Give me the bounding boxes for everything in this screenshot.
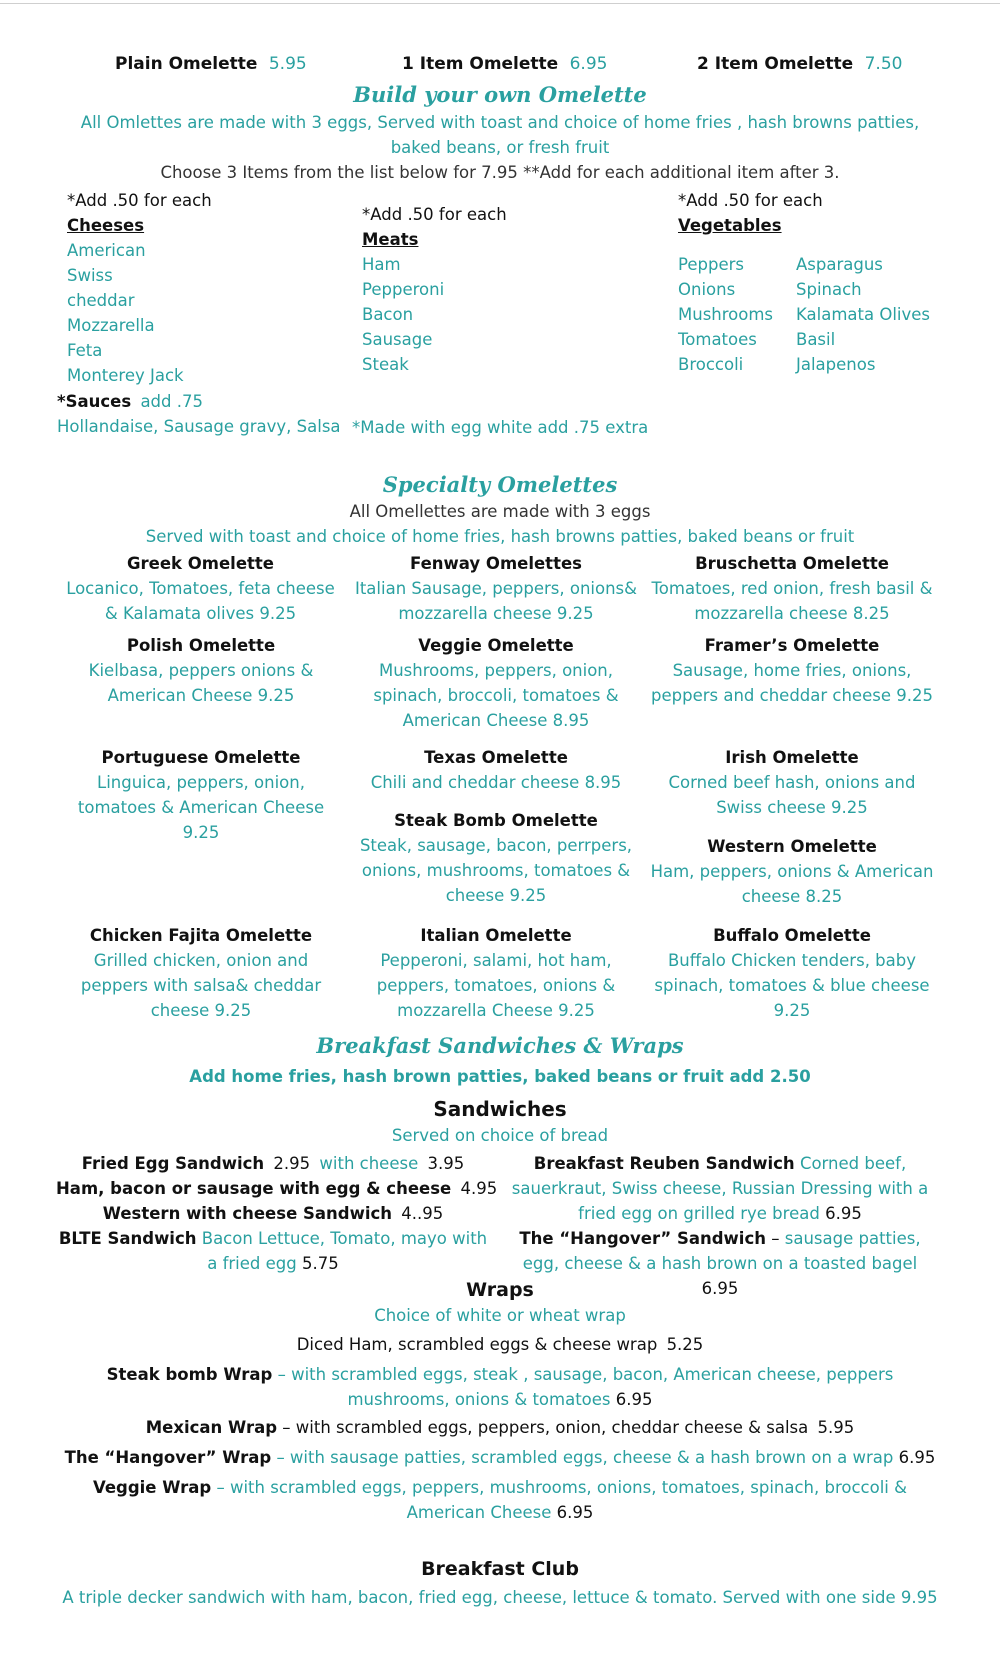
item-price: 9.25 bbox=[831, 798, 868, 817]
sauces-list: Hollandaise, Sausage gravy, Salsa bbox=[57, 417, 341, 436]
specialty-item-polish bbox=[72, 633, 330, 708]
cheeses-note: *Add .50 for each bbox=[67, 191, 212, 210]
item-desc: Italian Sausage, peppers, onions& mozzarella cheese bbox=[354, 579, 638, 623]
item-desc: Diced Ham, scrambled eggs & cheese wrap bbox=[296, 1335, 658, 1354]
item-price: 9.25 bbox=[214, 1001, 252, 1020]
item-price: 9.95 bbox=[900, 1588, 938, 1607]
item-price: 6.95 bbox=[569, 54, 608, 74]
item-name: Mexican Wrap bbox=[145, 1418, 278, 1437]
cheeses-column bbox=[67, 188, 212, 388]
specialty-item-buffalo bbox=[646, 923, 938, 1023]
list-item: Ham bbox=[362, 255, 401, 274]
sauces-price: add .75 bbox=[140, 392, 203, 411]
item-desc: – with scrambled eggs, peppers, mushrooms, onions, tomatoes, spinach, broccoli & American Cheese bbox=[216, 1478, 908, 1522]
item-price: 8.95 bbox=[584, 773, 622, 792]
item-name: Polish Omelette bbox=[126, 636, 276, 655]
item-price: 6.95 bbox=[556, 1503, 594, 1522]
item-desc: Tomatoes, red onion, fresh basil & mozzarella cheese bbox=[651, 579, 933, 623]
specialty-line1: All Omellettes are made with 3 eggs bbox=[349, 502, 651, 521]
sandwich-item bbox=[56, 1226, 490, 1276]
item-name: Chicken Fajita Omelette bbox=[89, 926, 313, 945]
list-item: Steak bbox=[362, 355, 409, 374]
wrap-item bbox=[0, 1418, 1000, 1437]
item-desc: – with sausage patties, scrambled eggs, cheese & a hash brown on a wrap bbox=[276, 1448, 894, 1467]
specialty-item-irish bbox=[656, 745, 928, 820]
item-price: 5.25 bbox=[666, 1335, 704, 1354]
item-price: 9.25 bbox=[182, 823, 220, 842]
vegetables-note: *Add .50 for each bbox=[678, 191, 823, 210]
item-price: 9.25 bbox=[773, 1001, 811, 1020]
item-price: 6.95 bbox=[898, 1448, 936, 1467]
item-desc: Grilled chicken, onion and peppers with salsa& cheddar cheese bbox=[80, 951, 322, 1020]
list-item: Pepperoni bbox=[362, 280, 445, 299]
list-item: Swiss bbox=[67, 266, 113, 285]
item-price: 8.25 bbox=[805, 887, 843, 906]
item-desc: Chili and cheddar cheese bbox=[370, 773, 580, 792]
item-desc: A triple decker sandwich with ham, bacon, fried egg, cheese, lettuce & tomato. Served with one side bbox=[62, 1588, 896, 1607]
top-divider bbox=[0, 3, 1000, 4]
item-price: 9.25 bbox=[896, 686, 933, 705]
item-price: 8.25 bbox=[852, 604, 890, 623]
item-name: Greek Omelette bbox=[126, 554, 274, 573]
specialty-item-fenway bbox=[350, 551, 642, 626]
item-name: The “Hangover” Wrap bbox=[64, 1448, 272, 1467]
two-item-omelette bbox=[697, 54, 902, 74]
list-item: Peppers bbox=[678, 255, 744, 274]
meats-heading: Meats bbox=[362, 230, 419, 249]
item-name: Western with cheese Sandwich bbox=[102, 1204, 393, 1223]
list-item: Broccoli bbox=[678, 355, 744, 374]
item-name: BLTE Sandwich bbox=[58, 1229, 197, 1248]
list-item: Monterey Jack bbox=[67, 366, 184, 385]
wrap-item bbox=[0, 1335, 1000, 1354]
sandwiches-heading: Sandwiches bbox=[433, 1097, 567, 1121]
item-price: 9.25 bbox=[509, 886, 547, 905]
wrap-item bbox=[80, 1475, 920, 1525]
item-desc: Sausage, home fries, onions, peppers and cheddar cheese bbox=[651, 661, 912, 705]
item-name: Portuguese Omelette bbox=[101, 748, 301, 767]
sandwich-item bbox=[56, 1176, 498, 1201]
vegetables-column-1 bbox=[678, 252, 773, 377]
specialty-item-framers bbox=[646, 633, 938, 708]
sandwich-item bbox=[502, 1151, 938, 1226]
sandwiches-subheading: Served on choice of bread bbox=[391, 1126, 609, 1145]
item-desc: Steak, sausage, bacon, perrpers, onions, mushrooms, tomatoes & cheese bbox=[359, 836, 633, 905]
item-name: Veggie Wrap bbox=[92, 1478, 212, 1497]
item-price: 6.95 bbox=[615, 1390, 653, 1409]
item-name: Fried Egg Sandwich bbox=[81, 1154, 265, 1173]
item-name: Veggie Omelette bbox=[418, 636, 574, 655]
wrap-item bbox=[0, 1448, 1000, 1467]
build-desc-line1: All Omlettes are made with 3 eggs, Served with toast and choice of home fries , hash browns patties, bbox=[80, 113, 920, 132]
item-name: Plain Omelette bbox=[115, 54, 258, 74]
sandwich-item bbox=[56, 1201, 490, 1226]
item-dash: – bbox=[771, 1229, 780, 1248]
item-name: Ham, bacon or sausage with egg & cheese bbox=[56, 1179, 452, 1198]
item-name: Irish Omelette bbox=[725, 748, 859, 767]
list-item: Feta bbox=[67, 341, 103, 360]
item-name: 1 Item Omelette bbox=[402, 54, 559, 74]
meats-note: *Add .50 for each bbox=[362, 205, 507, 224]
list-item: Mushrooms bbox=[678, 305, 774, 324]
list-item: Bacon bbox=[362, 305, 414, 324]
item-desc: – with scrambled eggs, peppers, onion, cheddar cheese & salsa bbox=[282, 1418, 809, 1437]
cheeses-heading: Cheeses bbox=[67, 216, 145, 235]
vegetables-heading: Vegetables bbox=[678, 216, 782, 235]
sandwiches-wraps-title: Breakfast Sandwiches & Wraps bbox=[316, 1033, 684, 1058]
item-desc: Linguica, peppers, onion, tomatoes & American Cheese bbox=[77, 773, 325, 817]
item-desc: Corned beef hash, onions and Swiss cheese bbox=[668, 773, 916, 817]
item-desc: – with scrambled eggs, steak , sausage, bacon, American cheese, peppers mushrooms, onions & tomatoes bbox=[277, 1365, 894, 1409]
item-name: Framer’s Omelette bbox=[704, 636, 880, 655]
specialty-item-steak-bomb bbox=[355, 808, 637, 908]
vegetables-header bbox=[678, 188, 823, 238]
item-desc: sausage patties, egg, cheese & a hash brown on a toasted bagel bbox=[522, 1229, 921, 1273]
one-item-omelette bbox=[402, 54, 607, 74]
item-name: Breakfast Reuben Sandwich bbox=[533, 1154, 795, 1173]
item-price: 5.95 bbox=[817, 1418, 855, 1437]
specialty-item-veggie bbox=[360, 633, 632, 733]
item-name: Bruschetta Omelette bbox=[695, 554, 889, 573]
list-item: Basil bbox=[796, 330, 836, 349]
specialty-item-portuguese bbox=[72, 745, 330, 845]
list-item: Spinach bbox=[796, 280, 862, 299]
sauces-label: *Sauces bbox=[57, 392, 132, 411]
list-item: Jalapenos bbox=[796, 355, 876, 374]
item-name: Western Omelette bbox=[707, 837, 877, 856]
list-item: Mozzarella bbox=[67, 316, 155, 335]
item-name: Italian Omelette bbox=[420, 926, 572, 945]
item-extra: with cheese bbox=[319, 1154, 419, 1173]
specialty-item-bruschetta bbox=[646, 551, 938, 626]
item-price: 8.95 bbox=[552, 711, 590, 730]
breakfast-club-title: Breakfast Club bbox=[421, 1558, 579, 1580]
item-price: 7.50 bbox=[864, 54, 903, 74]
item-desc: Buffalo Chicken tenders, baby spinach, tomatoes & blue cheese bbox=[654, 951, 930, 995]
list-item: Kalamata Olives bbox=[796, 305, 931, 324]
item-desc: Ham, peppers, onions & American cheese bbox=[650, 862, 934, 906]
item-price: 9.25 bbox=[257, 686, 295, 705]
list-item: Sausage bbox=[362, 330, 433, 349]
specialty-item-italian bbox=[360, 923, 632, 1023]
item-name: 2 Item Omelette bbox=[697, 54, 854, 74]
item-price: 4..95 bbox=[401, 1204, 444, 1223]
item-price: 5.75 bbox=[302, 1254, 339, 1273]
item-desc: Corned beef, sauerkraut, Swiss cheese, Russian Dressing with a fried egg on grilled rye bread bbox=[511, 1154, 929, 1223]
egg-white-note: *Made with egg white add .75 extra bbox=[352, 418, 649, 437]
sandwich-item bbox=[56, 1151, 490, 1176]
item-desc: Kielbasa, peppers onions & American Cheese bbox=[88, 661, 314, 705]
list-item: cheddar bbox=[67, 291, 135, 310]
item-name: The “Hangover” Sandwich bbox=[519, 1229, 766, 1248]
item-price: 6.95 bbox=[825, 1204, 862, 1223]
item-extra-price: 3.95 bbox=[427, 1154, 465, 1173]
sandwiches-left-column bbox=[56, 1151, 498, 1276]
item-name: Fenway Omelettes bbox=[410, 554, 582, 573]
specialty-item-texas bbox=[350, 745, 642, 795]
breakfast-club-desc bbox=[60, 1585, 940, 1610]
item-name: Steak Bomb Omelette bbox=[394, 811, 598, 830]
item-price: 6.95 bbox=[701, 1279, 739, 1298]
specialty-item-greek bbox=[58, 551, 343, 626]
build-own-title: Build your own Omelette bbox=[353, 82, 647, 107]
list-item: Tomatoes bbox=[678, 330, 757, 349]
item-price: 9.25 bbox=[259, 604, 297, 623]
item-price: 2.95 bbox=[273, 1154, 311, 1173]
item-desc: Mushrooms, peppers, onion, spinach, broccoli, tomatoes & American Cheese bbox=[373, 661, 619, 730]
sides-addon-line: Add home fries, hash brown patties, baked beans or fruit add 2.50 bbox=[189, 1067, 811, 1086]
item-name: Steak bomb Wrap bbox=[106, 1365, 273, 1384]
item-price: 9.25 bbox=[556, 604, 594, 623]
item-price: 5.95 bbox=[268, 54, 307, 74]
list-item: Asparagus bbox=[796, 255, 883, 274]
specialty-line2: Served with toast and choice of home fries, hash browns patties, baked beans or fruit bbox=[145, 527, 855, 546]
vegetables-column-2 bbox=[796, 252, 930, 377]
item-price: 4.95 bbox=[460, 1179, 498, 1198]
item-name: Buffalo Omelette bbox=[713, 926, 871, 945]
wrap-item bbox=[100, 1362, 900, 1412]
build-choose-line: Choose 3 Items from the list below for 7.95 **Add for each additional item after 3. bbox=[160, 163, 840, 182]
wraps-subheading: Choice of white or wheat wrap bbox=[374, 1306, 626, 1325]
build-desc-line2: baked beans, or fresh fruit bbox=[390, 138, 610, 157]
specialty-item-chicken-fajita bbox=[72, 923, 330, 1023]
specialty-title: Specialty Omelettes bbox=[382, 472, 618, 497]
sauces-line bbox=[57, 392, 203, 411]
item-desc: Bacon Lettuce, Tomato, mayo with a fried egg bbox=[201, 1229, 488, 1273]
specialty-item-western bbox=[646, 834, 938, 909]
meats-column bbox=[362, 202, 507, 377]
list-item: Onions bbox=[678, 280, 736, 299]
plain-omelette bbox=[115, 54, 307, 74]
wraps-heading: Wraps bbox=[466, 1279, 534, 1301]
list-item: American bbox=[67, 241, 146, 260]
item-desc: Pepperoni, salami, hot ham, peppers, tomatoes, onions & mozzarella Cheese bbox=[376, 951, 616, 1020]
item-desc: Locanico, Tomatoes, feta cheese & Kalamata olives bbox=[66, 579, 335, 623]
item-name: Texas Omelette bbox=[424, 748, 568, 767]
item-price: 9.25 bbox=[558, 1001, 595, 1020]
